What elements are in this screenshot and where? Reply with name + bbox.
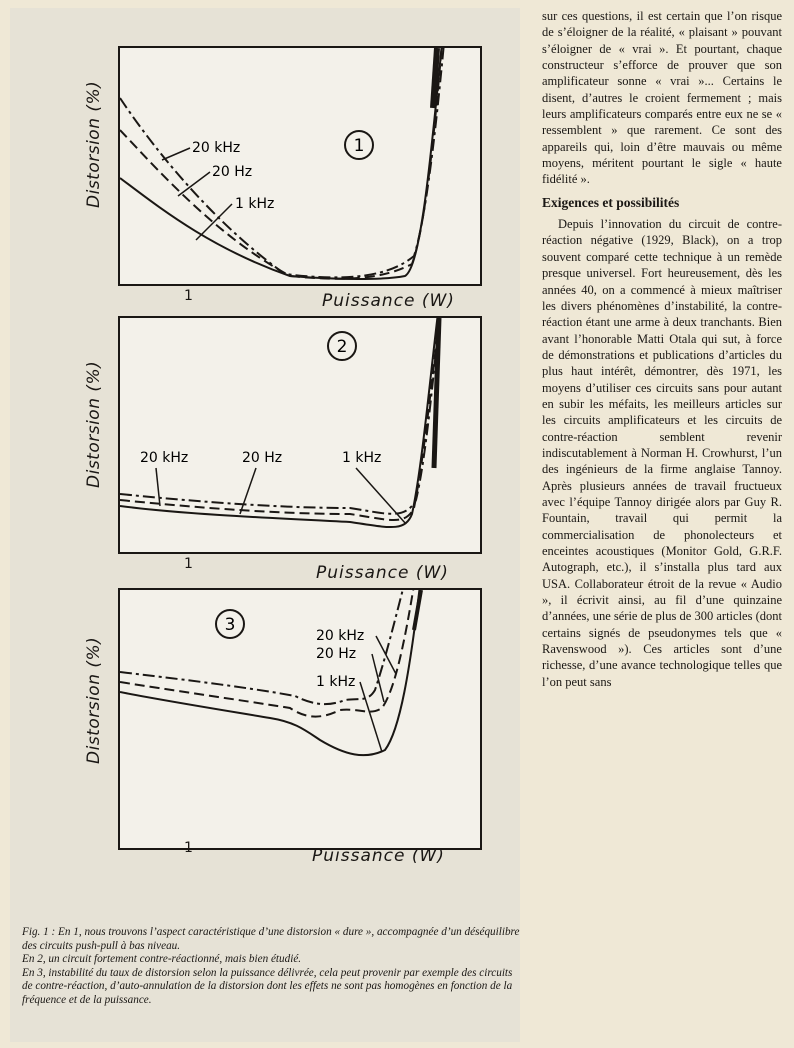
graph-1-label-20hz: 20 Hz [212,164,253,180]
section-heading: Exigences et possibilités [542,194,680,210]
caption-line-3: En 3, instabilité du taux de distorsion selon la puissance délivrée, cela peut provenir par exemple des circuits de contre-réaction, d’auto-annulation de la distorsion dont les effets ne sont pas homogènes en fonction de la fréquence et de la puissance. [22,966,513,1006]
graph-3-label-20khz: 20 kHz [316,628,365,644]
graph-1-label-1khz: 1 kHz [235,196,275,212]
article-column [542,8,782,690]
y-axis-label-1: Distorsion (%) [84,80,104,208]
graph-2-label-20khz: 20 kHz [140,450,189,466]
graph-1-label-20khz: 20 kHz [192,140,241,156]
x-axis-label-3: Puissance (W) [312,846,445,866]
caption-line-1: Fig. 1 : En 1, nous trouvons l’aspect caractéristique d’une distorsion « dure », accompagnée d’un déséquilibre des circuits push-pull à bas niveau. [22,926,520,952]
x-axis-label-1: Puissance (W) [322,291,455,311]
y-axis-label-3: Distorsion (%) [84,636,104,764]
distortion-graph-3 [118,588,482,850]
graph-2-label-20hz: 20 Hz [242,450,283,466]
graph-3-number: 3 [224,615,236,635]
graph-2-plot [120,318,480,552]
graph-3-label-20hz: 20 Hz [316,646,357,662]
figure-caption [22,926,522,1008]
graph-1-number: 1 [353,136,365,156]
x-tick-1-graph-2: 1 [184,556,193,572]
caption-line-2: En 2, un circuit fortement contre-réactionné, mais bien étudié. [22,953,302,966]
x-axis-label-2: Puissance (W) [316,563,449,583]
graph-2-label-1khz: 1 kHz [342,450,382,466]
graph-1-plot [120,48,480,284]
article-intro-paragraph: sur ces questions, il est certain que l’on risque de s’éloigner de la réalité, « plaisant » pouvant s’éloigner de « vrai ». Et pourtant, chaque constructeur s’efforce de prouver que son amplificateur sonne « vrai »... Certains le disent, d’autres le croient fermement ; mais leurs amplificateurs comparés entre eux ne se « ressemblent » que rarement. Ce sont des appareils qui, loin d’être mauvais ou même moyens, méritent pourtant le sigle « haute fidélité ». [542,9,782,187]
distortion-graph-2 [118,316,482,554]
graph-3-plot [120,590,480,848]
figure-panel [10,8,520,1042]
x-tick-1-graph-3: 1 [184,840,193,856]
distortion-graph-1 [118,46,482,286]
article-body-paragraph: Depuis l’innovation du circuit de contre-réaction négative (1929, Black), on a trop souvent comparé cette technique à un remède presque universel. Fort heureusement, dès les années 40, on a commencé à mieux maîtriser les divers phénomènes d’instabilité, la contre-réaction étant une arme à deux tranchants. Bien avant l’honorable Matti Otala qui sut, à force de démonstrations et publications d’articles du plus haut intérêt, démontrer, dès 1971, les moyens d’utiliser ces circuits sans pour autant en subir les méfaits, les meilleurs articles sur les circuits amplificateurs et les circuits de contre-réaction semblent revenir indiscutablement à Norman H. Crowhurst, l’un des ingénieurs de la firme anglaise Tannoy. Après plusieurs années de travail fructueux avec l’équipe Tannoy dirigée alors par Guy R. Fountain, travail qui permit la commercialisation de phonolecteurs et enceintes acoustiques (Monitor Gold, G.R.F. Autograph, etc.), il s’installa plus tard aux USA. Collaborateur étroit de la revue « Audio », il écrivit ainsi, au fil d’une quinzaine d’années, une série de plus de 300 articles (dont certains signés de pseudonymes tels que « Ravenswood »). Ces articles sont d’une richesse, d’une avance technologique telles que l’on peut sans [542,217,782,689]
y-axis-label-2: Distorsion (%) [84,360,104,488]
graph-2-number: 2 [336,337,348,357]
graph-3-label-1khz: 1 kHz [316,674,356,690]
x-tick-1-graph-1: 1 [184,288,193,304]
